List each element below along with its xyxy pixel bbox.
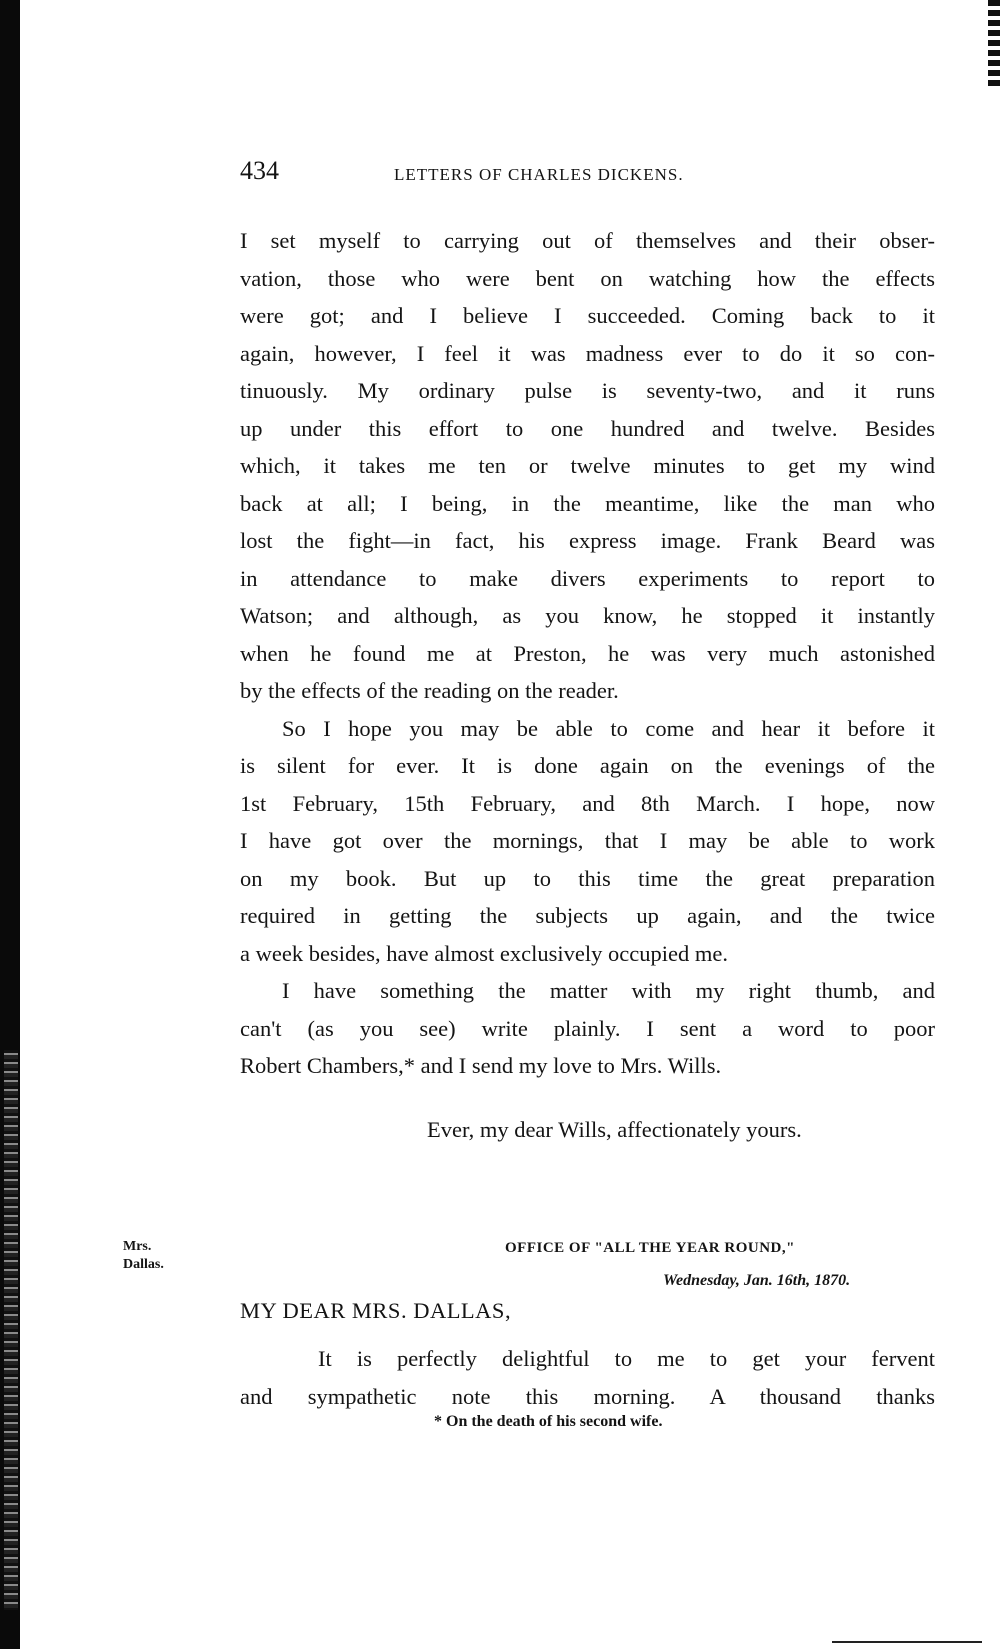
margin-note — [123, 1238, 164, 1274]
paragraph-3 — [240, 972, 935, 1085]
scan-corner-mark — [832, 1641, 982, 1643]
footnote: * On the death of his second wife. — [434, 1413, 663, 1430]
text-line: vation, those who were bent on watching how the effects — [240, 265, 935, 291]
text-line: back at all; I being, in the meantime, like the man who — [240, 490, 935, 516]
margin-note-line: Dallas. — [123, 1257, 164, 1272]
text-line: I have something the matter with my right thumb, and — [282, 978, 935, 1003]
text-line: again, however, I feel it was madness ever to do it so con- — [240, 340, 935, 366]
text-line: It is perfectly delightful to me to get your fervent — [318, 1346, 935, 1371]
scan-edge-right — [988, 0, 1000, 90]
next-letter-body — [240, 1340, 935, 1415]
text-line: on my book. But up to this time the great preparation — [240, 865, 935, 891]
paragraph-1 — [240, 222, 935, 710]
text-line: I set myself to carrying out of themselves and their obser- — [240, 228, 935, 253]
closing-line: Ever, my dear Wills, affectionately yours. — [427, 1117, 802, 1142]
text-line: So I hope you may be able to come and hear it before it — [282, 715, 935, 741]
salutation: MY DEAR MRS. DALLAS, — [240, 1298, 512, 1323]
text-line: Watson; and although, as you know, he stopped it instantly — [240, 603, 935, 628]
letter-body-text — [240, 222, 935, 1085]
text-line: were got; and I believe I succeeded. Coming back to it — [240, 303, 935, 328]
text-line: can't (as you see) write plainly. I sent a word to poor — [240, 1015, 935, 1041]
text-line: I have got over the mornings, that I may be able to work — [240, 828, 935, 853]
text-line: in attendance to make divers experiments to report to — [240, 565, 935, 591]
text-line: which, it takes me ten or twelve minutes to get my wind — [240, 453, 935, 478]
text-line: a week besides, have almost exclusively occupied me. — [240, 940, 728, 966]
margin-note-line: Mrs. — [123, 1239, 152, 1254]
paragraph-2 — [240, 710, 935, 973]
page-number: 434 — [240, 156, 279, 185]
text-line: and sympathetic note this morning. A thousand thanks — [240, 1383, 935, 1409]
text-line: when he found me at Preston, he was very much astonished — [240, 640, 935, 666]
text-line: lost the fight—in fact, his express image. Frank Beard was — [240, 528, 935, 553]
text-line: 1st February, 15th February, and 8th March. I hope, now — [240, 790, 935, 816]
text-line: is silent for ever. It is done again on the evenings of the — [240, 753, 935, 778]
letter-office-heading: OFFICE OF "ALL THE YEAR ROUND," — [505, 1240, 795, 1256]
letter-date: Wednesday, Jan. 16th, 1870. — [663, 1272, 851, 1289]
text-line: tinuously. My ordinary pulse is seventy-two, and it runs — [240, 378, 935, 403]
scan-edge-left — [0, 0, 20, 1649]
text-line: required in getting the subjects up again, and the twice — [240, 903, 935, 928]
running-head: LETTERS OF CHARLES DICKENS. — [394, 165, 684, 184]
text-line: by the effects of the reading on the reader. — [240, 678, 619, 703]
text-line: Robert Chambers,* and I send my love to Mrs. Wills. — [240, 1053, 722, 1078]
text-line: up under this effort to one hundred and twelve. Besides — [240, 415, 935, 441]
